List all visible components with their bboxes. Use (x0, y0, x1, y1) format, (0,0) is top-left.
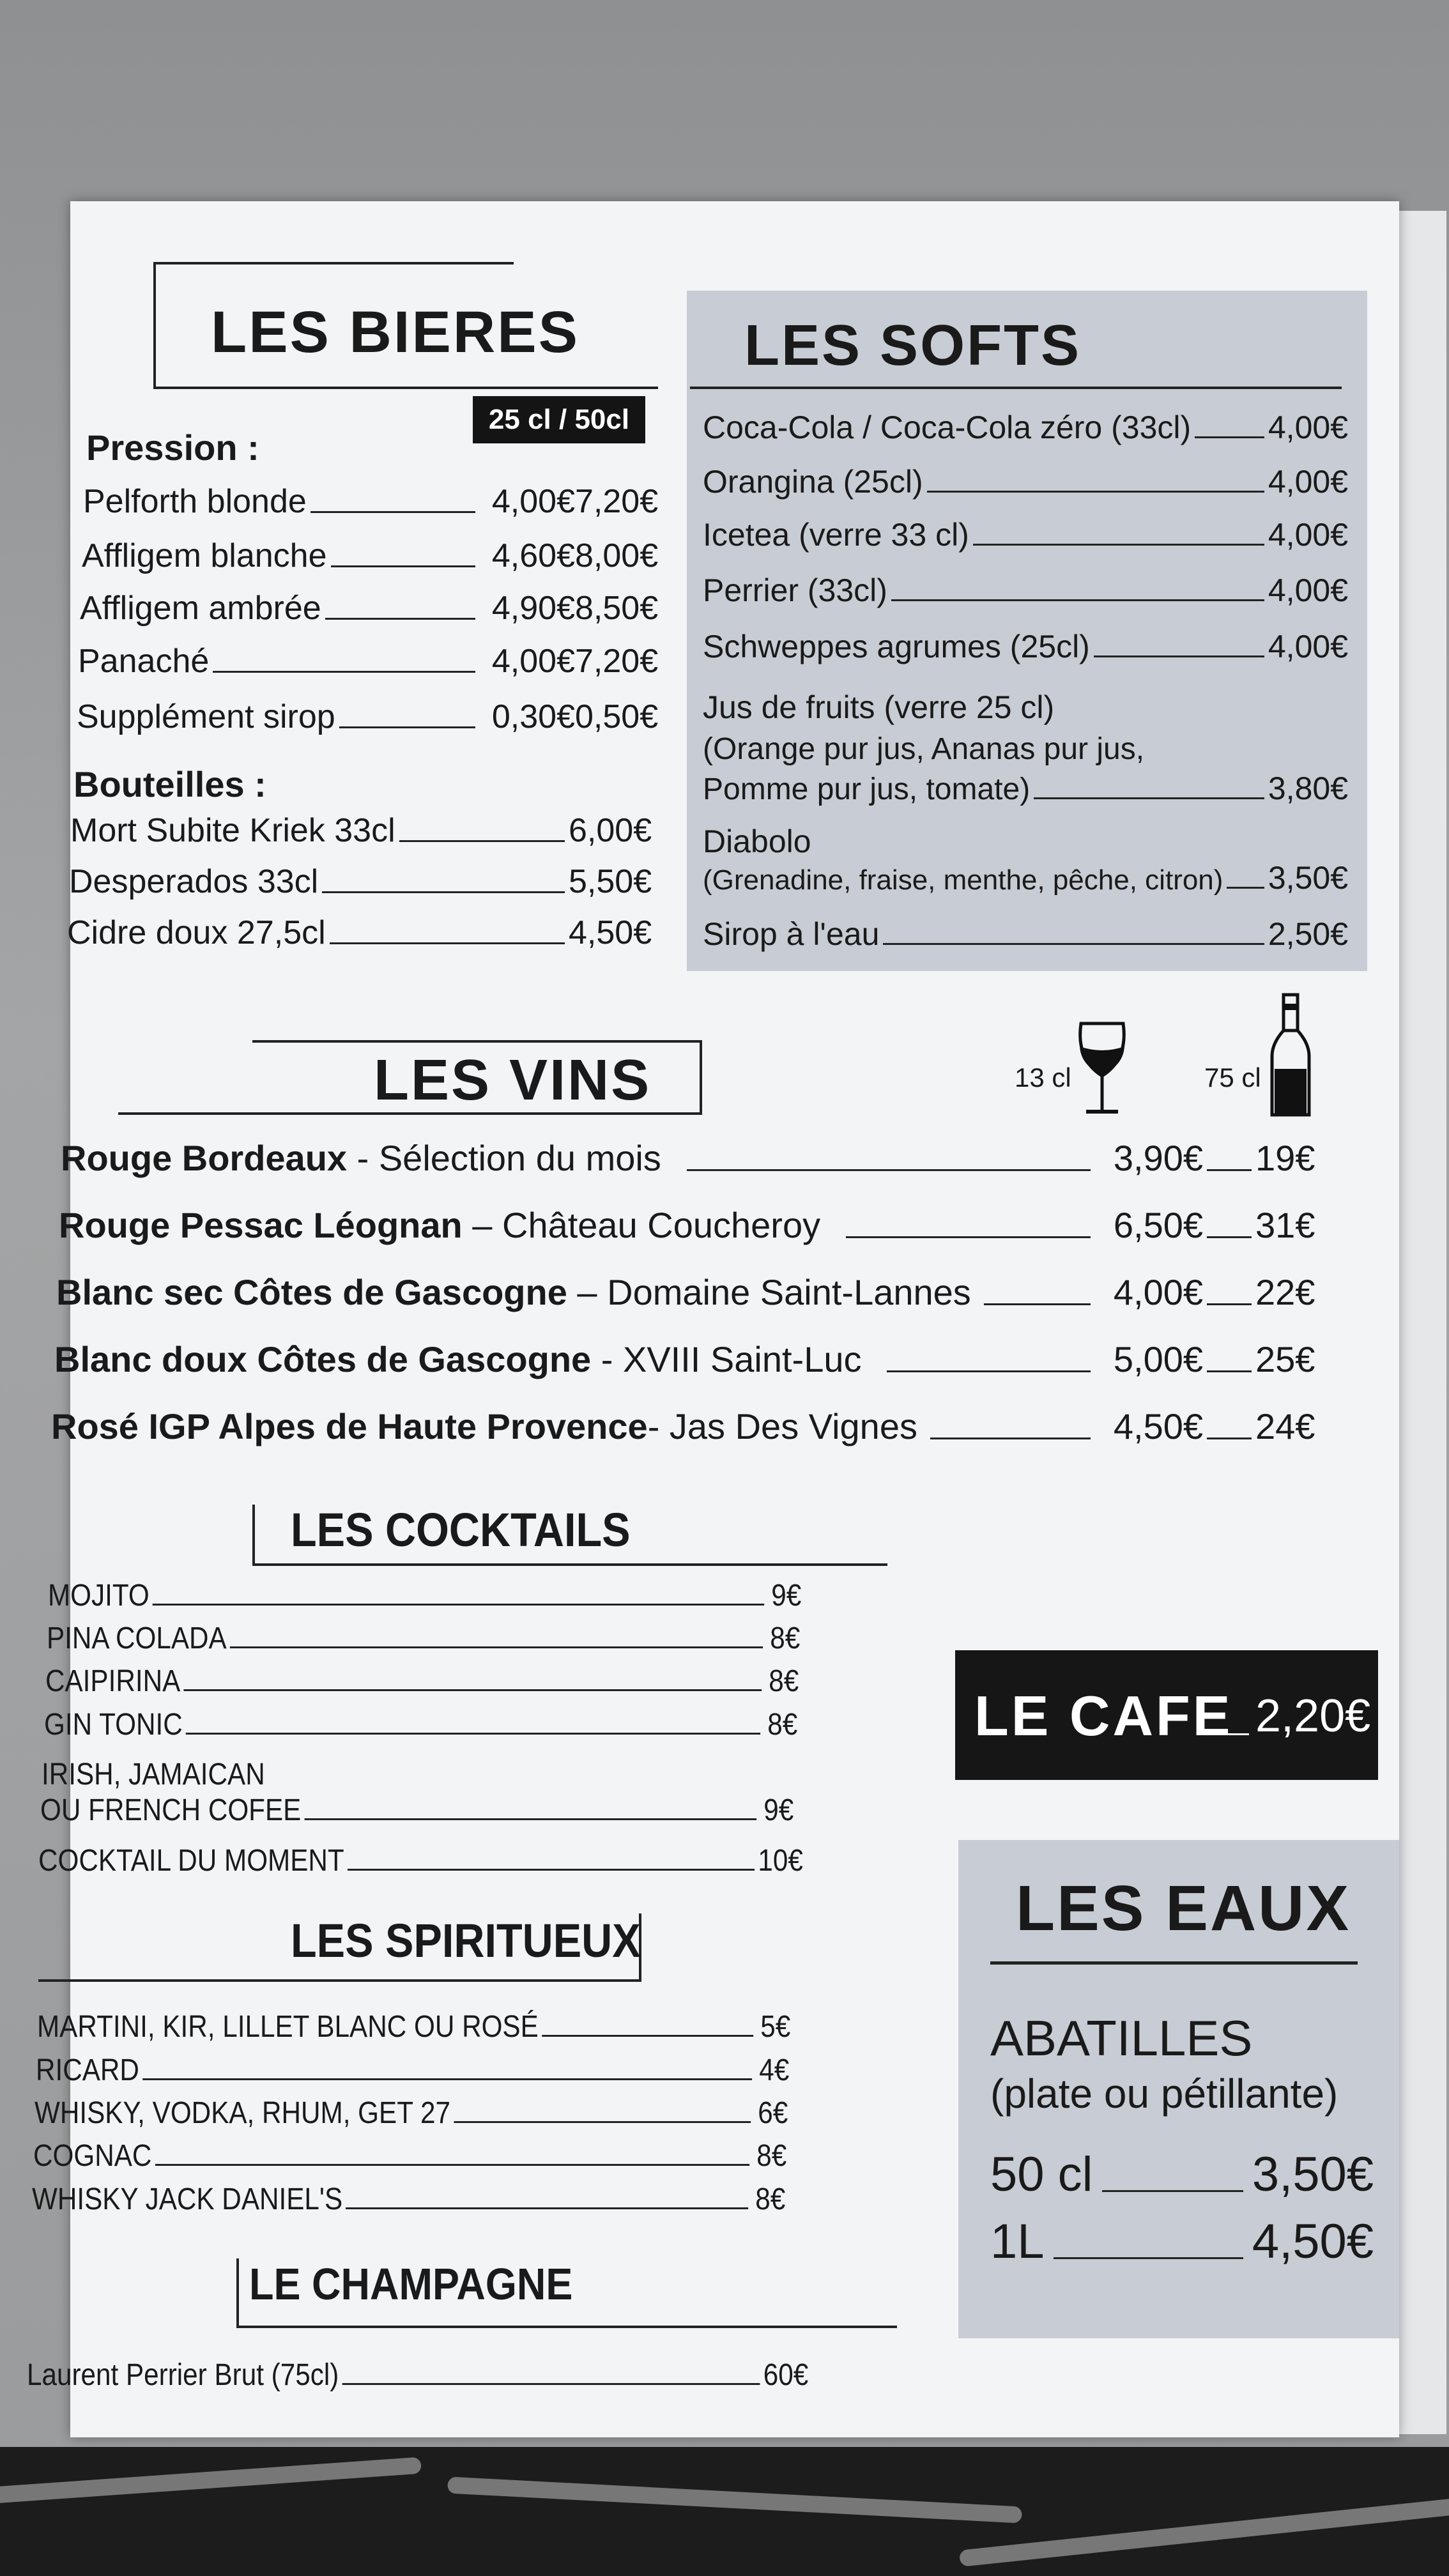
diabolo-name: Diabolo (703, 824, 811, 859)
juice-detail: (Orange pur jus, Ananas pur jus, (703, 732, 1145, 766)
softs-title-underline (690, 387, 1342, 389)
beers-size-badge: 25 cl / 50cl (473, 396, 645, 443)
champagne-title: LE CHAMPAGNE (249, 2259, 573, 2309)
soft-row: Schweppes agrumes (25cl) 4,00€ (703, 629, 1348, 664)
cafe-price: 2,20€ (1255, 1690, 1371, 1742)
irish-coffee-row: OU FRENCH COFEE 9€ (40, 1793, 794, 1827)
wines-title: LES VINS (374, 1048, 652, 1112)
beer-row: Panaché 4,00€ 7,20€ (78, 643, 659, 680)
wine-glass-icon (1073, 1021, 1131, 1117)
bottles-heading: Bouteilles : (73, 764, 266, 804)
bottle-size-label: 75 cl (1204, 1062, 1261, 1092)
beer-row: Affligem ambrée 4,90€ 8,50€ (80, 590, 659, 627)
softs-title: LES SOFTS (744, 314, 1082, 378)
water-row: 50 cl 3,50€ (990, 2147, 1374, 2202)
bottle-row: Cidre doux 27,5cl 4,50€ (67, 914, 652, 951)
spirit-row: WHISKY JACK DANIEL'S 8€ (32, 2182, 786, 2216)
water-row: 1L 4,50€ (990, 2214, 1374, 2269)
soft-row: Icetea (verre 33 cl) 4,00€ (703, 517, 1348, 553)
wine-row: Rouge Bordeaux - Sélection du mois 3,90€ 19€ (61, 1138, 1315, 1178)
soft-row: Orangina (25cl) 4,00€ (703, 464, 1348, 500)
waters-detail: (plate ou pétillante) (990, 2071, 1338, 2117)
bottle-row: Desperados 33cl 5,50€ (69, 863, 652, 900)
cafe-title: LE CAFE (974, 1684, 1233, 1747)
wine-row: Blanc doux Côtes de Gascogne - XVIII Saint-Luc 5,00€ 25€ (54, 1339, 1315, 1379)
waters-title-underline (990, 1961, 1358, 1965)
beer-row: Supplément sirop 0,30€ 0,50€ (77, 698, 659, 735)
irish-coffee-line1: IRISH, JAMAICAN (42, 1758, 265, 1791)
cocktail-row: CAIPIRINA 8€ (45, 1664, 799, 1698)
wine-row: Blanc sec Côtes de Gascogne – Domaine Saint-Lannes 4,00€ 22€ (56, 1272, 1315, 1312)
waters-title: LES EAUX (1016, 1873, 1351, 1944)
cocktail-moment-row: COCKTAIL DU MOMENT 10€ (38, 1844, 803, 1878)
cocktails-title: LES COCKTAILS (291, 1503, 631, 1556)
table-surface (0, 2447, 1449, 2576)
glass-size-label: 13 cl (1015, 1062, 1071, 1092)
cafe-panel (955, 1650, 1378, 1780)
wine-row: Rosé IGP Alpes de Haute Provence- Jas Des Vignes 4,50€ 24€ (51, 1406, 1315, 1446)
soft-row: Perrier (33cl) 4,00€ (703, 572, 1348, 608)
spirit-row: RICARD 4€ (36, 2053, 790, 2087)
cafe-leader (1214, 1733, 1249, 1735)
cocktail-row: MOJITO 9€ (48, 1579, 802, 1613)
draught-heading: Pression : (86, 427, 259, 468)
spirit-row: COGNAC 8€ (33, 2139, 787, 2173)
spirit-row: WHISKY, VODKA, RHUM, GET 27 6€ (34, 2096, 788, 2130)
spirit-row: MARTINI, KIR, LILLET BLANC OU ROSÉ 5€ (37, 2010, 791, 2044)
champagne-row: Laurent Perrier Brut (75cl) 60€ (27, 2358, 809, 2392)
cocktail-row: GIN TONIC 8€ (44, 1708, 798, 1742)
cocktail-row: PINA COLADA 8€ (47, 1621, 801, 1655)
diabolo-row: (Grenadine, fraise, menthe, pêche, citron) 3,50€ (703, 860, 1348, 896)
bottle-row: Mort Subite Kriek 33cl 6,00€ (70, 812, 652, 849)
beer-row: Affligem blanche 4,60€ 8,00€ (82, 537, 659, 574)
juice-name: Jus de fruits (verre 25 cl) (703, 689, 1055, 725)
beers-title-underline (153, 387, 658, 389)
waters-panel (958, 1840, 1399, 2338)
wine-row: Rouge Pessac Léognan – Château Coucheroy 6,50€ 31€ (59, 1205, 1315, 1245)
waters-brand: ABATILLES (990, 2010, 1253, 2066)
soft-row: Coca-Cola / Coca-Cola zéro (33cl) 4,00€ (703, 410, 1348, 445)
juice-row: Pomme pur jus, tomate) 3,80€ (703, 770, 1348, 806)
sirop-row: Sirop à l'eau 2,50€ (703, 916, 1348, 952)
wine-bottle-icon (1268, 992, 1313, 1120)
beer-row: Pelforth blonde 4,00€ 7,20€ (83, 483, 659, 520)
spirits-title: LES SPIRITUEUX (291, 1914, 641, 1967)
beers-title: LES BIERES (211, 300, 580, 365)
